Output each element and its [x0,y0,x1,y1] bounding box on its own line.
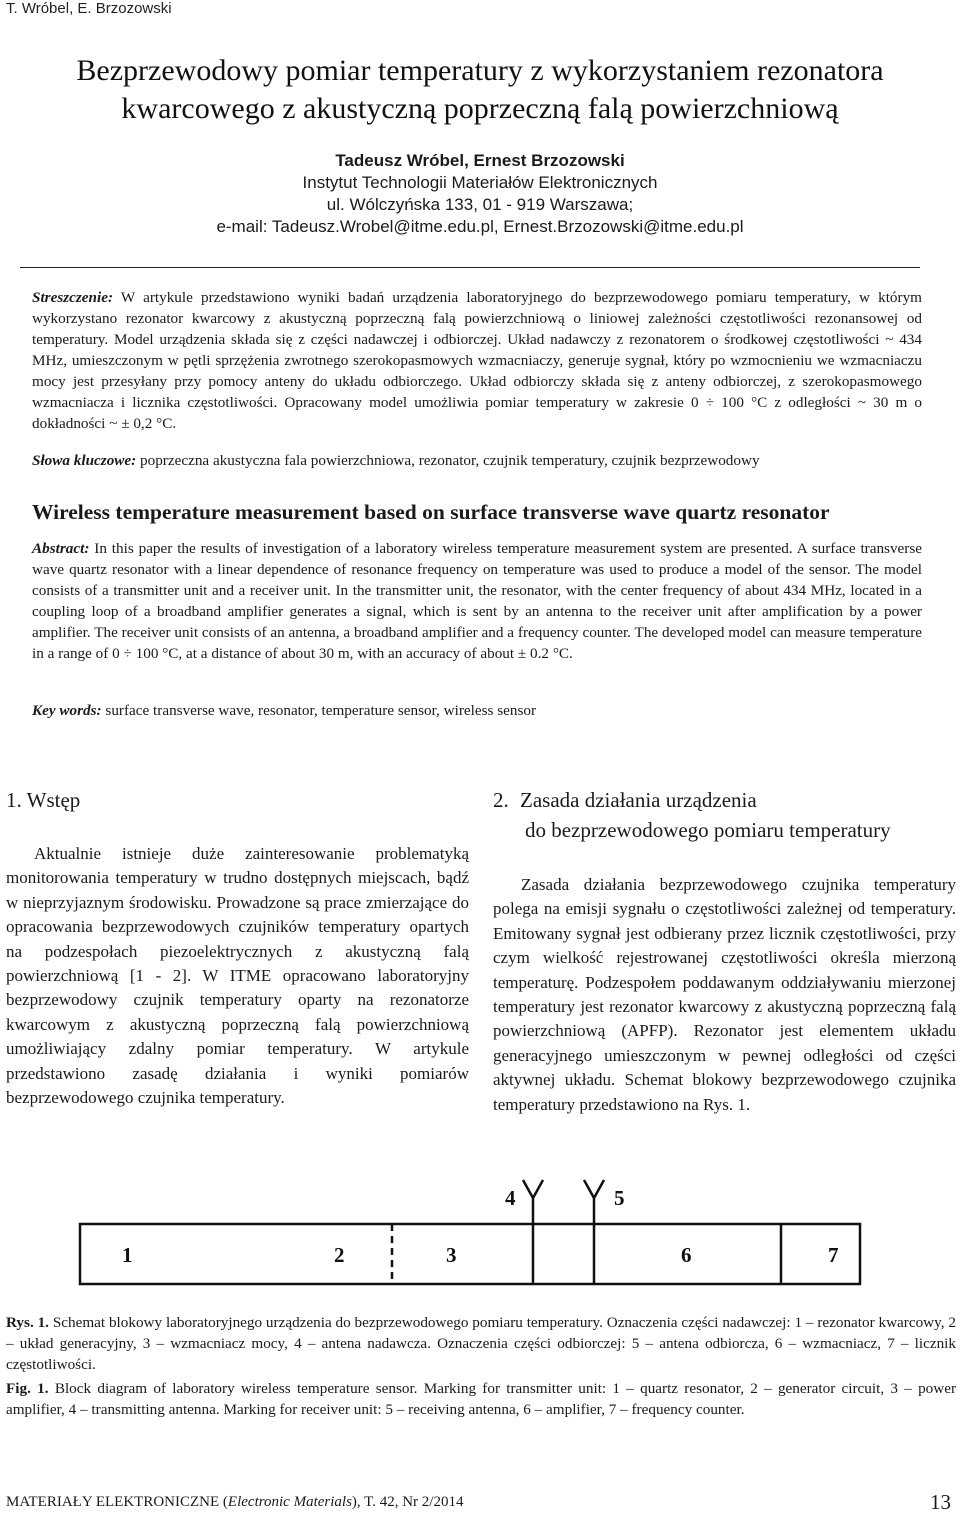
section-1-paragraph: Aktualnie istnieje duże zainteresowanie problematyką monitorowania temperatury w trudno dostępnych miejscach, bądź w nieprzyjaznym środowisku. Prowadzone są prace zmierzające do opracowania bezprzewodowych czujników temperatury opartych na podzespołach piezoelektrycznych z akustyczną falą powierzchniową [1 - 2]. W ITME opracowano laboratoryjny bezprzewodowy czujnik temperatury oparty na rezonatorze kwarcowym z akustyczną poprzeczną falą powierzchniową umożliwiający zdalny pomiar temperatury. W artykule przedstawiono zasadę działania i wyniki pomiarów bezprzewodowego czujnika temperatury. [6,844,469,1108]
section-2-title-line-1: Zasada działania urządzenia [520,788,757,812]
block-label-3: 3 [446,1243,457,1267]
author-email: e-mail: Tadeusz.Wrobel@itme.edu.pl, Ernest.Brzozowski@itme.edu.pl [216,217,744,236]
abstract-pl [32,287,922,434]
abstract-en [32,538,922,664]
block-label-7: 7 [828,1243,839,1267]
keywords-pl-text: poprzeczna akustyczna fala powierzchniowa, rezonator, czujnik temperatury, czujnik bezprzewodowy [140,452,760,469]
abstract-en-label: Abstract: [32,540,90,557]
footer-journal-en: Electronic Materials [227,1494,352,1510]
keywords-pl-label: Słowa kluczowe: [32,452,137,469]
caption-pl [6,1312,956,1375]
caption-en-text: Block diagram of laboratory wireless temperature sensor. Marking for transmitter unit: 1 – quartz resonator, 2 – generator circuit, 3 – power amplifier, 4 – transmitting antenna. Marking for receiver unit: 5 – receiving antenna, 6 – amplifier, 7 – frequency counter. [6,1380,957,1418]
antenna-receive-icon [584,1180,604,1224]
page-number: 13 [930,1490,951,1514]
section-2-number: 2. [493,788,509,812]
title-line-1: Bezprzewodowy pomiar temperatury z wykorzystaniem rezonatora [76,54,884,87]
block-label-6: 6 [681,1243,692,1267]
title-line-2: kwarcowego z akustyczną poprzeczną falą powierzchniową [121,92,839,125]
author-names: Tadeusz Wróbel, Ernest Brzozowski [335,151,625,170]
caption-en-label: Fig. 1. [6,1380,49,1397]
section-1-heading: 1. Wstęp [6,788,81,812]
abstract-pl-text: W artykule przedstawiono wyniki badań urządzenia laboratoryjnego do bezprzewodowego pomiaru temperatury, w którym wykorzystano rezonator kwarcowy z akustyczną poprzeczną falą powierzchniową o liniowej zależności częstotliwości rezonansowej od temperatury. Model urządzenia składa się z części nadawczej i odbiorczej. Układ nadawczy z rezonatorem o środkowej częstotliwości ~ 434 MHz, umieszczonym w pętli sprzężenia zwrotnego szerokopasmowych wzmacniaczy, generuje sygnał, który po wzmocnieniu we wzmacniaczu mocy jest przesyłany przy pomocy anteny do układu odbiorczego. Układ odbiorczy składa się z anteny odbiorczej, z szerokopasmowego wzmacniacza i licznika częstotliwości. Opracowany model umożliwia pomiar temperatury w zakresie 0 ÷ 100 °C z odległości ~ 30 m o dokładności ~ ± 0,2 °C. [32,289,922,432]
block-label-2: 2 [334,1243,345,1267]
footer-issue: ), T. 42, Nr 2/2014 [351,1494,464,1510]
antenna-transmit-icon [523,1180,543,1224]
keywords-pl [32,450,922,471]
running-head: T. Wróbel, E. Brzozowski [6,0,172,17]
section-2-body [493,873,956,1117]
author-institute: Instytut Technologii Materiałów Elektronicznych [302,173,658,192]
caption-pl-text: Schemat blokowy laboratoryjnego urządzenia do bezprzewodowego pomiaru temperatury. Oznaczenia części nadawczej: 1 – rezonator kwarcowy, 2 – układ generacyjny, 3 – wzmacniacz mocy, 4 – antena nadawcza. Oznaczenia części odbiorczej: 5 – antena odbiorcza, 6 – wzmacniacz, 7 – licznik częstotliwości. [6,1314,956,1373]
caption-pl-label: Rys. 1. [6,1314,49,1331]
header-divider [20,267,920,268]
footer-journal: MATERIAŁY ELEKTRONICZNE ( [6,1494,228,1510]
author-block [0,150,960,238]
author-address: ul. Wólczyńska 133, 01 - 919 Warszawa; [326,195,634,214]
abstract-pl-label: Streszczenie: [32,289,113,306]
block-diagram [0,1178,960,1288]
caption-en [6,1378,956,1420]
section-2-heading [493,785,960,845]
paper-title-en: Wireless temperature measurement based on surface transverse wave quartz resonator [32,500,830,524]
journal-footer [6,1494,463,1511]
section-1-body [6,842,469,1110]
section-2-paragraph: Zasada działania bezprzewodowego czujnika temperatury polega na emisji sygnału o częstotliwości zależnej od temperatury. Emitowany sygnał jest odbierany przez licznik częstotliwości, przy czym wielkość rejestrowanej częstotliwości określa mierzoną temperaturę. Podzespołem poddawanym oddziaływaniu mierzonej temperatury jest rezonator kwarcowy z akustyczną poprzeczną falą powierzchniową (APFP). Rezonator jest elementem układu generacyjnego umieszczonym w pewnej odległości od części aktywnej układu. Schemat blokowy bezprzewodowego czujnika temperatury przedstawiono na Rys. 1. [493,875,956,1114]
keywords-en [32,700,922,721]
antenna-label-5: 5 [614,1186,625,1210]
block-label-1: 1 [122,1243,133,1267]
antenna-label-4: 4 [505,1186,516,1210]
paper-title-pl [0,52,960,128]
keywords-en-text: surface transverse wave, resonator, temperature sensor, wireless sensor [105,702,537,719]
keywords-en-label: Key words: [32,702,102,719]
diagram-outer-box [80,1224,860,1284]
abstract-en-text: In this paper the results of investigation of a laboratory wireless temperature measurement system are presented. A surface transverse wave quartz resonator with a linear dependence of resonance frequency on temperature was used to produce a model of the sensor. The model consists of a transmitter unit and a receiver unit. In the transmitter unit, the resonator, with the center frequency of about 434 MHz, located in a coupling loop of a broadband amplifier generates a signal, which is sent by an antenna to the receiver unit after amplification by a power amplifier. The receiver unit consists of an antenna, a broadband amplifier and a frequency counter. The developed model can measure temperature in a range of 0 ÷ 100 °C, at a distance of about 30 m, with an accuracy of about ± 0.2 °C. [32,540,923,662]
section-2-title-line-2: do bezprzewodowego pomiaru temperatury [525,818,891,842]
